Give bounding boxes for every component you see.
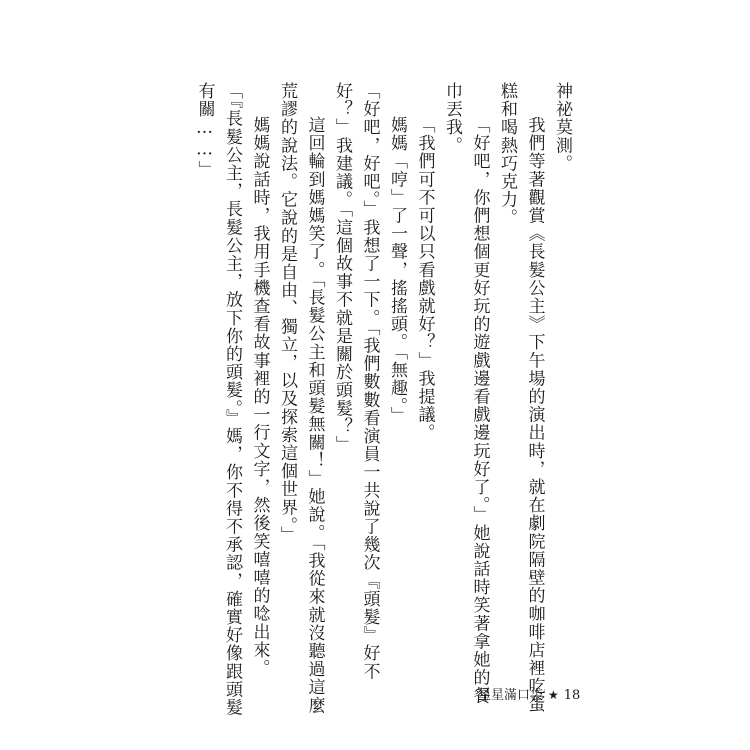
- text-line: 媽媽說話時，我用手機查看故事裡的一行文字，然後笑嘻嘻的唸出來。: [249, 116, 270, 678]
- text-line: 好？」我建議。「這個故事不就是關於頭髮？」: [332, 82, 352, 454]
- text-line: 巾丟我。: [442, 82, 462, 155]
- text-line: 糕和喝熱巧克力。: [497, 82, 517, 227]
- text-line: 「『長髮公主，長髮公主，放下你的頭髮。』媽，你不得不承認，確實好像跟頭髮: [222, 82, 242, 717]
- text-line: 這回輪到媽媽笑了。「長髮公主和頭髮無關！」她說。「我從來就沒聽過這麼: [304, 116, 325, 715]
- text-line: 荒謬的說法。它說的是自由、獨立，以及探索這個世界。」: [277, 82, 297, 545]
- text-line: 有關……」: [194, 82, 215, 179]
- text-line: 媽媽「哼」了一聲，搖搖頭。「無趣。」: [387, 116, 407, 425]
- text-line: 我們等著觀賞《長髮公主》下午場的演出時，就在劇院隔壁的咖啡店裡吃蛋: [524, 116, 545, 714]
- page-number: 18: [563, 688, 581, 703]
- star-icon: ★: [548, 688, 559, 702]
- text-line: 「我們可不可以只看戲就好？」我提議。: [414, 116, 435, 442]
- page-footer: [478, 684, 580, 703]
- text-line: 神祕莫測。: [552, 82, 572, 173]
- book-title: 星星滿口袋: [478, 688, 544, 703]
- text-line: 「好吧，好吧。」我想了一下。「我們數數看演員一共說了幾次『頭髮』好不: [359, 82, 380, 681]
- text-line: 「好吧，你們想個更好玩的遊戲邊看戲邊玩好了。」她說話時笑著拿她的餐: [469, 116, 490, 705]
